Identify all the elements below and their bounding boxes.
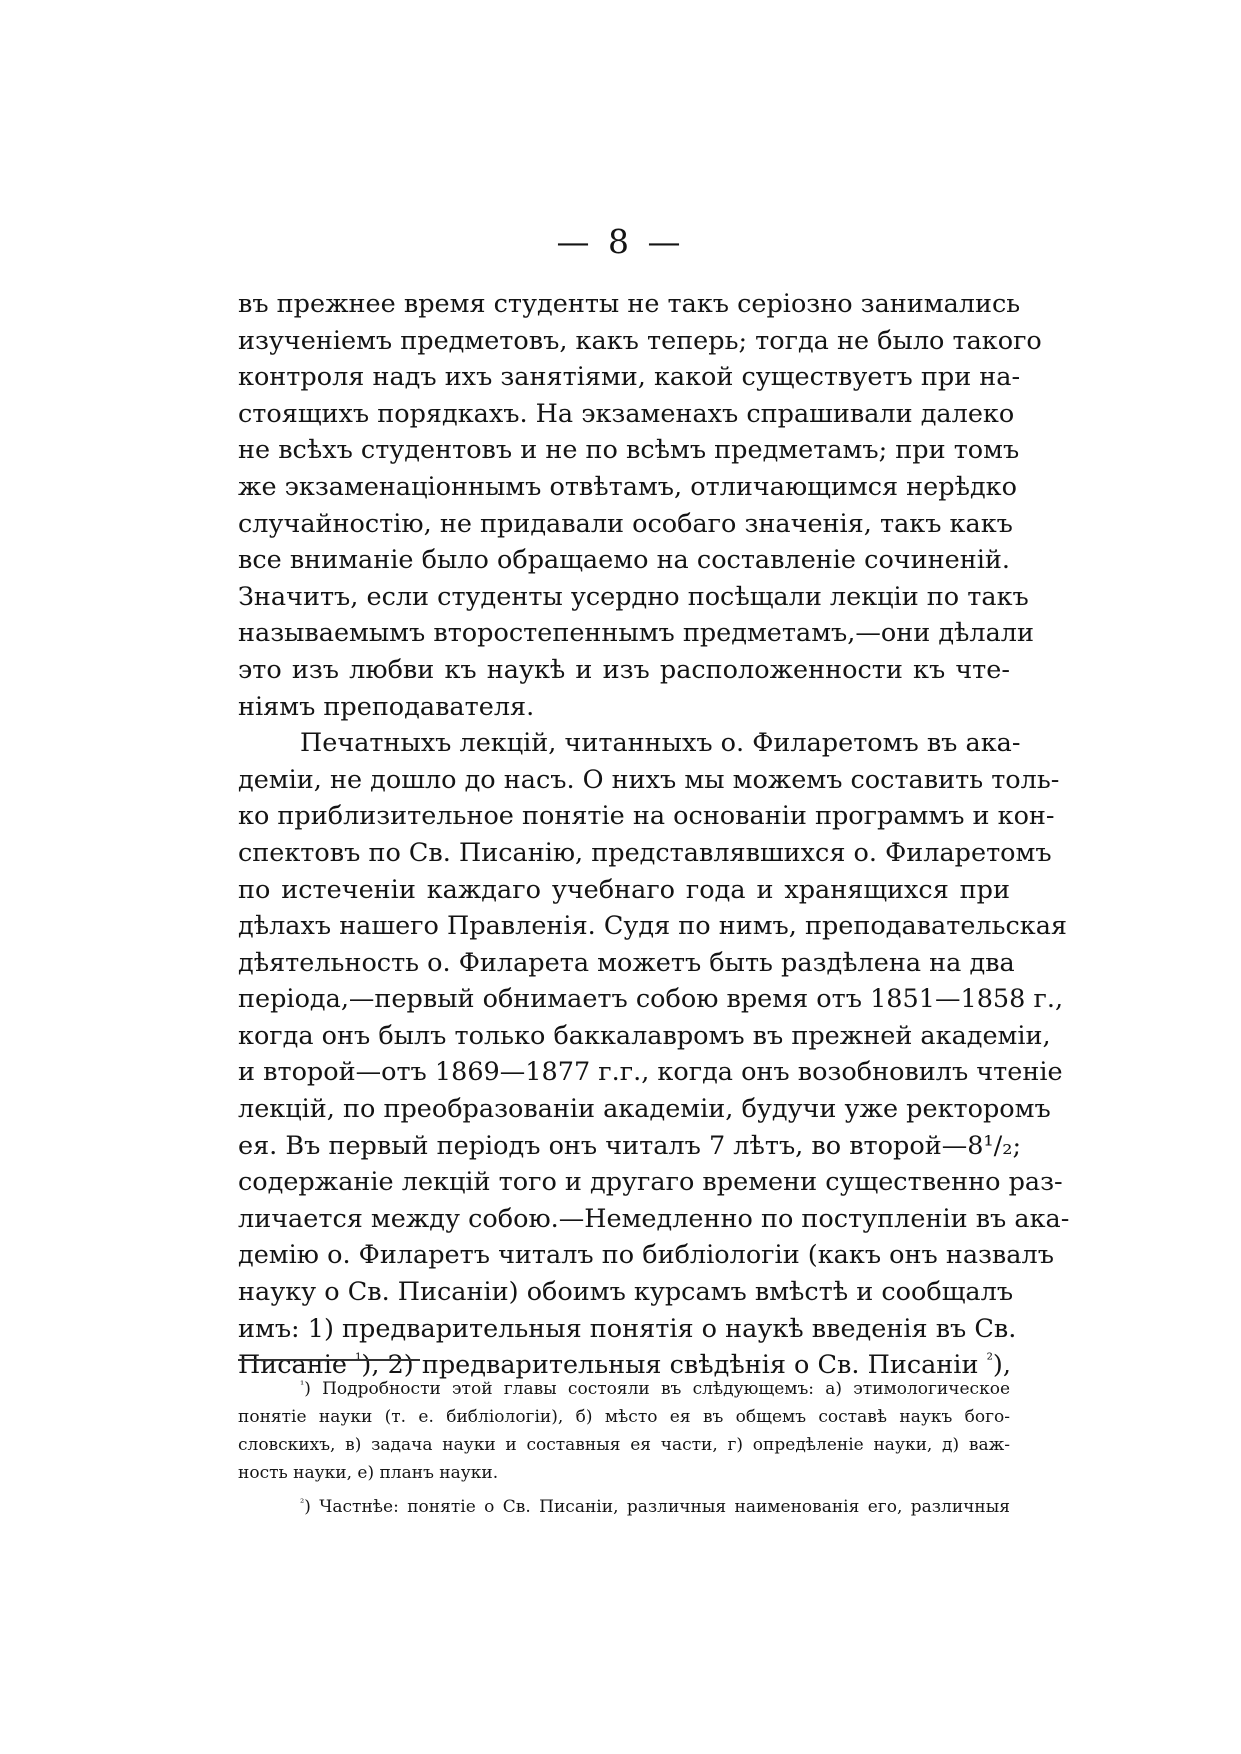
text-line: ніямъ преподавателя. xyxy=(238,691,535,722)
text-line: Печатныхъ лекцій, читанныхъ о. Филаретомъ въ ака- xyxy=(300,728,1021,759)
footnote-line: словскихъ, в) задача науки и составныя ея части, г) опредѣленіе науки, д) важ- xyxy=(238,1435,1010,1455)
text-line: когда онъ былъ только баккалавромъ въ прежней академіи, xyxy=(238,1020,1051,1051)
footnote-mark: ² xyxy=(300,1497,305,1510)
text-line: стоящихъ порядкахъ. На экзаменахъ спрашивали далеко xyxy=(238,398,1015,429)
text-line: дѣлахъ нашего Правленія. Судя по нимъ, преподавательская xyxy=(238,911,1067,942)
text-line: личается между собою.—Немедленно по поступленіи въ ака- xyxy=(238,1203,1070,1234)
footnote-text: ) Подробности этой главы состояли въ слѣдующемъ: а) этимологическое xyxy=(304,1379,1010,1399)
text-line: по истеченіи каждаго учебнаго года и хранящихся при xyxy=(238,874,1010,905)
text-line: въ прежнее время студенты не такъ серіозно занимались xyxy=(238,289,1021,319)
footnote-mark: ¹ xyxy=(300,1379,305,1392)
text-line: называемымъ второстепеннымъ предметамъ,—они дѣлали xyxy=(238,618,1034,649)
footnote-ref-1[interactable]: ¹ xyxy=(355,1349,362,1369)
footnotes xyxy=(238,1375,1010,1521)
footnote-line: ность науки, е) планъ науки. xyxy=(238,1463,499,1483)
text-line: контроля надъ ихъ занятіями, какой существуетъ при на- xyxy=(238,362,1021,393)
text-line: случайностію, не придавали особаго значенія, такъ какъ xyxy=(238,508,1013,539)
footnote-2 xyxy=(238,1493,1010,1521)
text-line: это изъ любви къ наукѣ и изъ расположенности къ чте- xyxy=(238,654,1010,685)
text-line: лекцій, по преобразованіи академіи, будучи уже ректоромъ xyxy=(238,1094,1051,1125)
footnote-line: понятіе науки (т. е. библіологіи), б) мѣсто ея въ общемъ составѣ наукъ бого- xyxy=(238,1407,1010,1427)
footnote-1 xyxy=(238,1375,1010,1487)
text-line: деміи, не дошло до насъ. О нихъ мы можемъ составить толь- xyxy=(238,764,1060,795)
paragraph-continuation xyxy=(238,286,1042,725)
text-line: имъ: 1) предварительныя понятія о наукѣ введенія въ Св. xyxy=(238,1313,1017,1344)
text-segment: Писаніе xyxy=(238,1350,347,1381)
footnote-line xyxy=(238,1375,1010,1403)
text-line: демію о. Филаретъ читалъ по библіологіи (какъ онъ назвалъ xyxy=(238,1240,1054,1271)
text-line: дѣятельность о. Филарета можетъ быть раздѣлена на два xyxy=(238,947,1015,978)
footnote-line xyxy=(238,1493,1010,1521)
main-text xyxy=(238,286,1070,1384)
text-line: ея. Въ первый періодъ онъ читалъ 7 лѣтъ, во второй—8¹/₂; xyxy=(238,1130,1022,1161)
text-line: все вниманіе было обращаемо на составленіе сочиненій. xyxy=(238,545,1010,576)
footnote-ref-2[interactable]: ² xyxy=(986,1349,993,1369)
text-segment: ), xyxy=(992,1350,1011,1381)
footnote-text: ) Частнѣе: понятіе о Св. Писаніи, различныя наименованія его, различныя xyxy=(304,1497,1010,1517)
text-line: же экзаменаціоннымъ отвѣтамъ, отличающимся нерѣдко xyxy=(238,471,1017,502)
text-line: изученіемъ предметовъ, какъ теперь; тогда не было такого xyxy=(238,325,1042,356)
page-number: — 8 — xyxy=(556,222,685,261)
text-line: спектовъ по Св. Писанію, представлявшихся о. Филаретомъ xyxy=(238,837,1052,868)
footnote-divider xyxy=(238,1359,420,1361)
text-line: ко приблизительное понятіе на основаніи программъ и кон- xyxy=(238,801,1055,832)
text-line: не всѣхъ студентовъ и не по всѣмъ предметамъ; при томъ xyxy=(238,435,1020,466)
paragraph-lectures xyxy=(238,725,1070,1384)
text-line: періода,—первый обнимаетъ собою время отъ 1851—1858 г., xyxy=(238,984,1064,1015)
text-line: содержаніе лекцій того и другаго времени существенно раз- xyxy=(238,1167,1063,1198)
text-line: и второй—отъ 1869—1877 г.г., когда онъ возобновилъ чтеніе xyxy=(238,1057,1063,1088)
text-line: Значитъ, если студенты усердно посѣщали лекціи по такъ xyxy=(238,581,1029,612)
text-line: науку о Св. Писаніи) обоимъ курсамъ вмѣстѣ и сообщалъ xyxy=(238,1277,1014,1308)
text-segment: ), 2) предварительныя свѣдѣнія о Св. Писаніи xyxy=(361,1350,979,1381)
